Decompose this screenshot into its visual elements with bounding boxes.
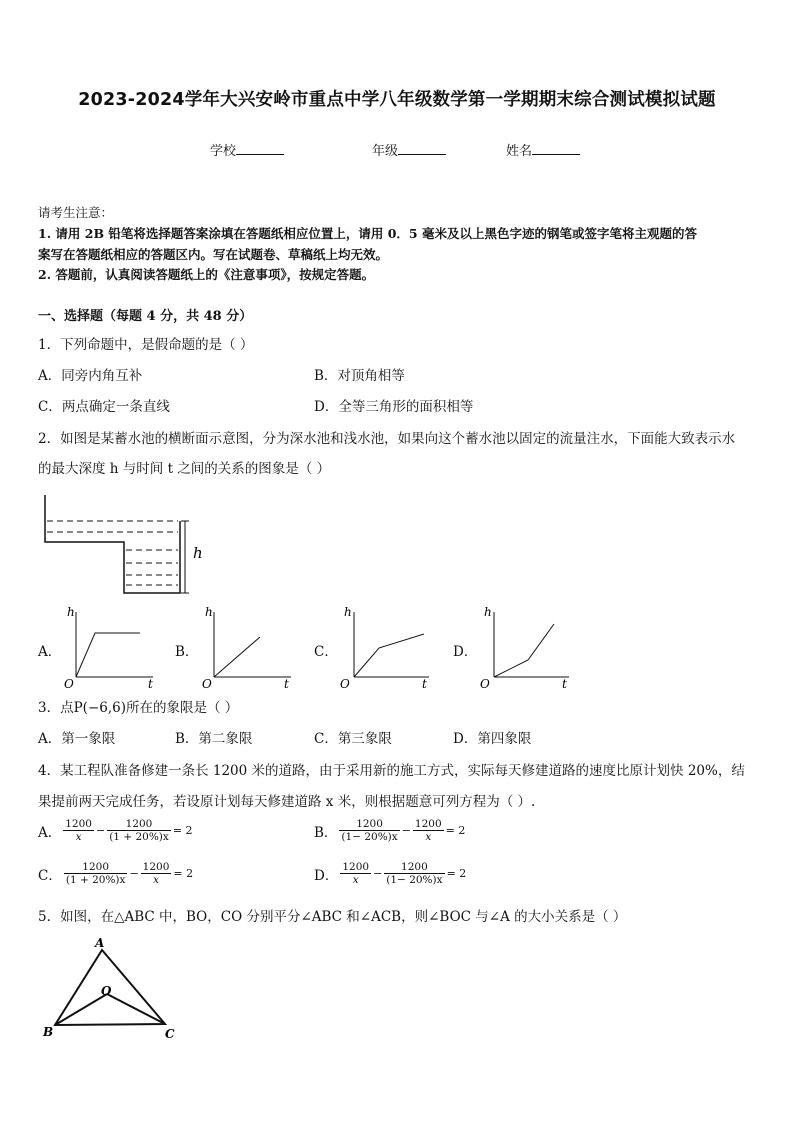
reservoir-outline xyxy=(45,495,180,593)
name-label: 姓名 xyxy=(506,144,533,159)
origin-label: O xyxy=(340,677,350,690)
school-label: 学校 xyxy=(210,144,237,159)
graph-c[interactable] xyxy=(334,602,434,690)
option-letter: C． xyxy=(38,867,62,884)
name-field[interactable] xyxy=(506,140,580,159)
graph-a[interactable] xyxy=(58,602,158,690)
option-letter: D． xyxy=(314,867,339,884)
option-letter: A． xyxy=(38,824,62,841)
q4-stem-1: 4．某工程队准备修建一条长 1200 米的道路，由于采用新的施工方式，实际每天修建道路的速度比原计划快 20%，结 xyxy=(38,763,745,779)
notice-heading: 请考生注意： xyxy=(38,205,114,220)
origin-label: O xyxy=(480,677,490,690)
q4-option-c[interactable]: C． $\frac{1200}{(1 + 20\%)x}$ − $\frac{1200}{x}$ = 2 xyxy=(38,861,194,886)
fraction: $\frac{1200}{x}$ xyxy=(414,818,442,843)
q3-stem: 3．点P(−6,6)所在的象限是（ ） xyxy=(38,700,239,716)
vertex-a-label: A xyxy=(95,936,105,950)
t-axis-label: t xyxy=(284,677,289,690)
q1-stem: 1．下列命题中，是假命题的是（ ） xyxy=(38,337,254,353)
triangle-figure xyxy=(38,932,188,1044)
grade-field[interactable] xyxy=(372,140,446,159)
t-axis-label: t xyxy=(562,677,567,690)
h-axis-label: h xyxy=(344,605,352,619)
graph-b[interactable] xyxy=(196,602,296,690)
notice-line-2: 2. 答题前，认真阅读答题纸上的《注意事项》，按规定答题。 xyxy=(38,267,375,282)
school-field[interactable] xyxy=(210,140,284,159)
grade-blank[interactable] xyxy=(398,142,446,155)
q2-option-d[interactable]: D． xyxy=(453,644,478,660)
graph-a-curve xyxy=(76,633,140,677)
t-axis-label: t xyxy=(148,677,153,690)
q2-stem-2: 的最大深度 h 与时间 t 之间的关系的图象是（ ） xyxy=(38,461,331,477)
name-blank[interactable] xyxy=(532,142,580,155)
q3-option-d[interactable]: D．第四象限 xyxy=(453,731,532,747)
fraction: $\frac{1200}{x}$ xyxy=(142,861,170,886)
h-axis-label: h xyxy=(205,605,213,619)
q1-option-c[interactable]: C．两点确定一条直线 xyxy=(38,399,170,415)
h-axis-label: h xyxy=(67,605,75,619)
vertex-c-label: C xyxy=(165,1027,175,1041)
fraction: $\frac{1200}{x}$ xyxy=(342,861,370,886)
option-letter: B． xyxy=(314,824,338,841)
segment-co xyxy=(107,994,165,1024)
fraction: $\frac{1200}{(1 + 20\%)x}$ xyxy=(65,861,126,886)
q4-option-d[interactable]: D． $\frac{1200}{x}$ − $\frac{1200}{(1- 20\%)x}$ = 2 xyxy=(314,861,467,886)
h-axis-label: h xyxy=(484,605,492,619)
q1-option-a[interactable]: A．同旁内角互补 xyxy=(38,368,143,384)
notice-line-1b: 案写在答题纸相应的答题区内。写在试题卷、草稿纸上均无效。 xyxy=(38,247,389,262)
q4-option-a[interactable]: A． $\frac{1200}{x}$ − $\frac{1200}{(1 + 20\%)x}$ = 2 xyxy=(38,818,193,843)
depth-label: h xyxy=(193,544,203,562)
graph-d[interactable] xyxy=(474,602,574,690)
notice-line-1a: 1. 请用 2B 铅笔将选择题答案涂填在答题纸相应位置上，请用 0．5 毫米及以上黑色字迹的钢笔或签字笔将主观题的答 xyxy=(38,226,697,241)
fraction: $\frac{1200}{(1 + 20\%)x}$ xyxy=(109,818,169,843)
grade-label: 年级 xyxy=(372,144,399,159)
q2-option-c[interactable]: C． xyxy=(314,644,338,660)
q2-stem-1: 2．如图是某蓄水池的横断面示意图，分为深水池和浅水池，如果向这个蓄水池以固定的流量注水，下面能大致表示水 xyxy=(38,431,736,447)
q1-option-d[interactable]: D．全等三角形的面积相等 xyxy=(314,399,474,415)
q1-option-b[interactable]: B．对顶角相等 xyxy=(314,368,405,384)
fraction: $\frac{1200}{(1- 20\%)x}$ xyxy=(341,818,398,843)
section-heading: 一、选择题（每题 4 分，共 48 分） xyxy=(38,309,253,324)
reservoir-figure xyxy=(40,490,210,600)
point-o-label: O xyxy=(101,984,112,998)
q4-option-b[interactable]: B． $\frac{1200}{(1- 20\%)x}$ − $\frac{1200}{x}$ = 2 xyxy=(314,818,466,843)
q3-option-b[interactable]: B．第二象限 xyxy=(175,731,253,747)
fraction: $\frac{1200}{(1- 20\%)x}$ xyxy=(386,861,443,886)
fraction: $\frac{1200}{x}$ xyxy=(65,818,92,843)
q5-stem: 5．如图，在△ABC 中，BO，CO 分别平分∠ABC 和∠ACB，则∠BOC 与∠A 的大小关系是（ ） xyxy=(38,909,627,925)
graph-c-curve xyxy=(354,634,424,677)
graph-b-curve xyxy=(214,637,260,677)
page-title: 2023-2024学年大兴安岭市重点中学八年级数学第一学期期末综合测试模拟试题 xyxy=(78,90,716,110)
q2-option-a[interactable]: A． xyxy=(38,644,62,660)
vertex-b-label: B xyxy=(43,1025,54,1039)
graph-d-curve xyxy=(494,624,554,677)
q3-option-a[interactable]: A．第一象限 xyxy=(38,731,116,747)
q3-option-c[interactable]: C．第三象限 xyxy=(314,731,392,747)
origin-label: O xyxy=(202,677,212,690)
q4-stem-2: 果提前两天完成任务，若设原计划每天修建道路 x 米，则根据题意可列方程为（ ）. xyxy=(38,794,536,810)
t-axis-label: t xyxy=(422,677,427,690)
q2-option-b[interactable]: B． xyxy=(175,644,199,660)
segment-bo xyxy=(55,994,107,1025)
school-blank[interactable] xyxy=(236,142,284,155)
origin-label: O xyxy=(64,677,74,690)
